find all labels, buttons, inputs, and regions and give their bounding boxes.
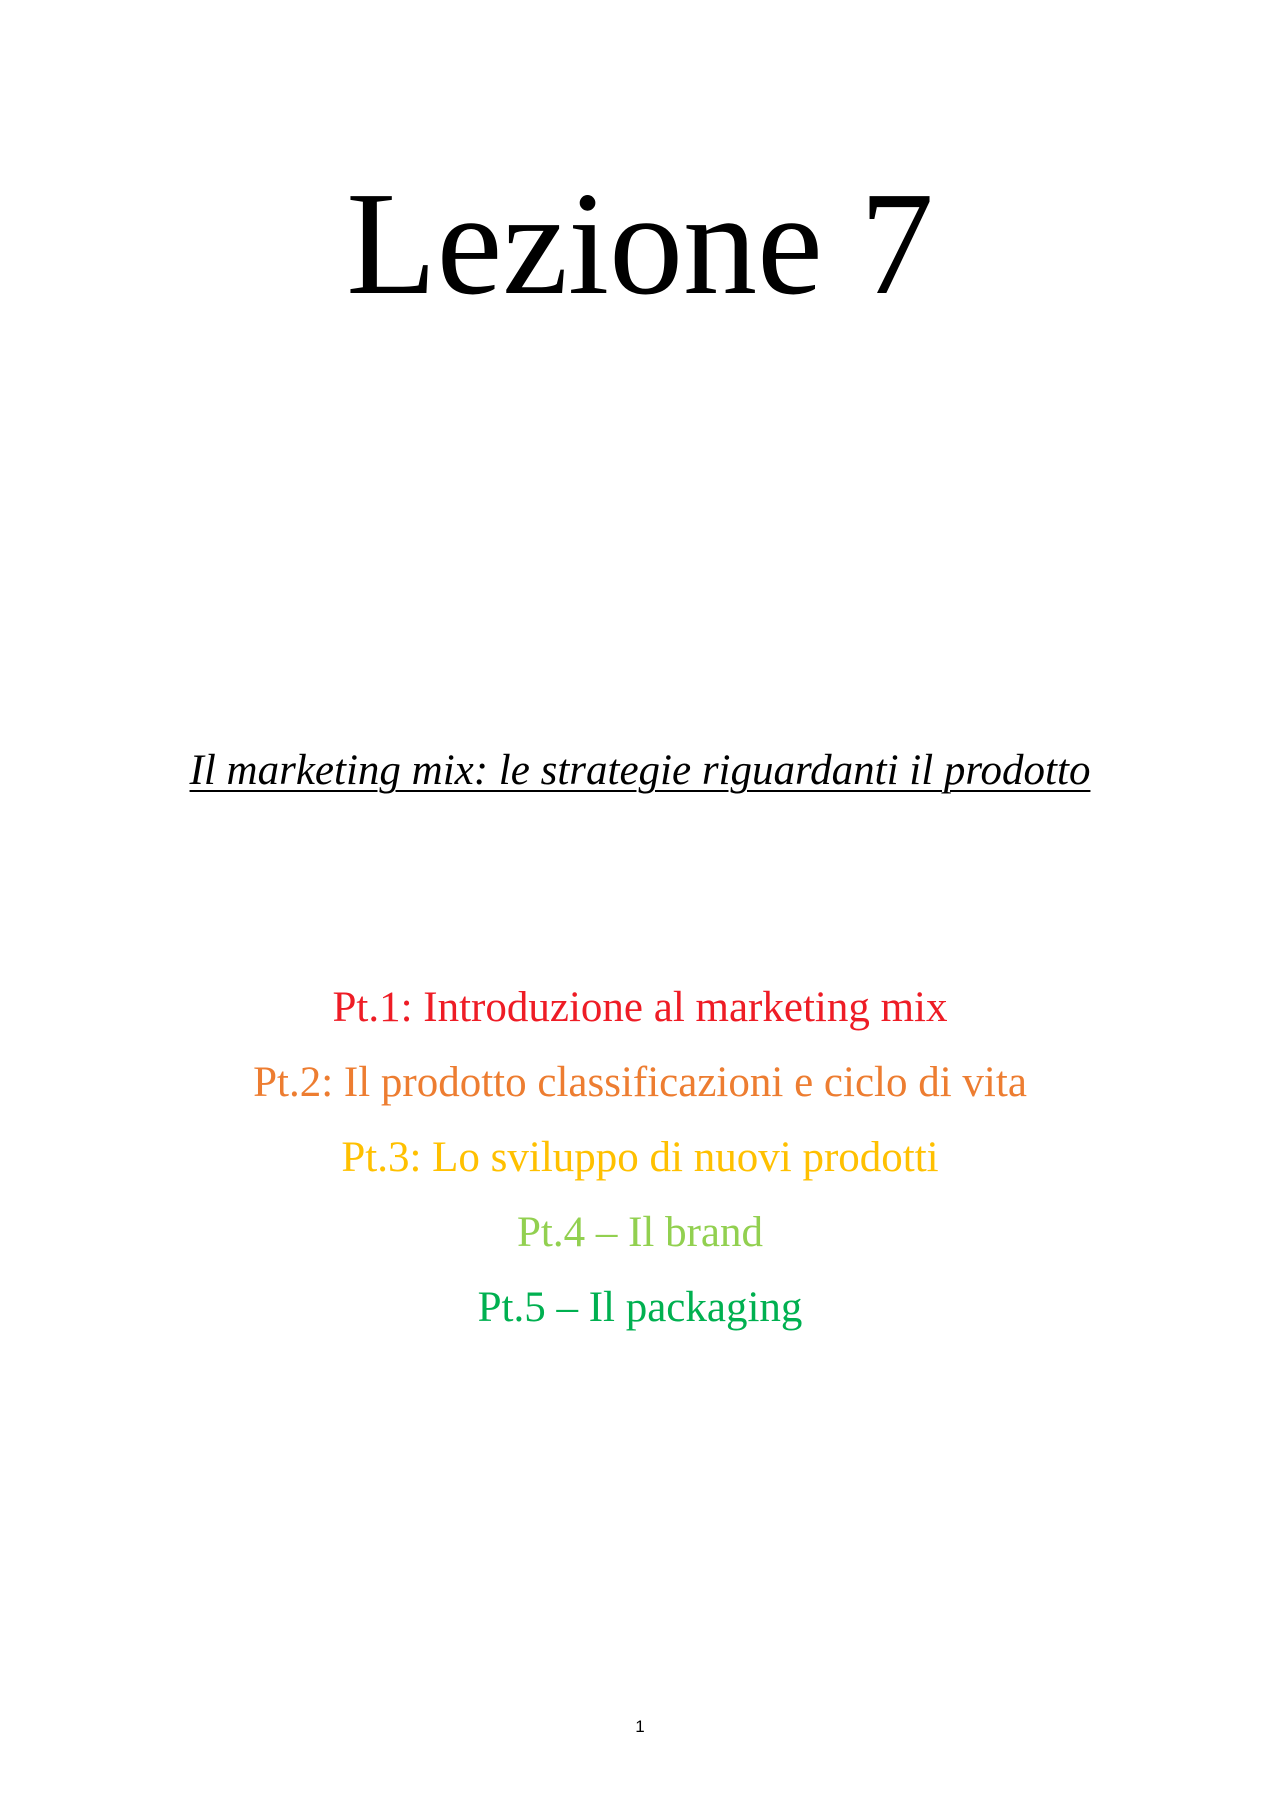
lesson-subtitle: Il marketing mix: le strategie riguardanti il prodotto [189, 747, 1091, 794]
toc-item-pt1: Pt.1: Introduzione al marketing mix [332, 984, 948, 1031]
toc-item-pt3: Pt.3: Lo sviluppo di nuovi prodotti [341, 1134, 939, 1181]
toc-item-pt2: Pt.2: Il prodotto classificazioni e ciclo di vita [253, 1059, 1027, 1106]
page-title: Lezione 7 [346, 162, 934, 326]
toc-item-pt4: Pt.4 – Il brand [516, 1209, 764, 1256]
page-number: 1 [635, 1717, 645, 1736]
table-of-contents [0, 970, 1280, 1345]
toc-item-pt5: Pt.5 – Il packaging [477, 1284, 803, 1331]
